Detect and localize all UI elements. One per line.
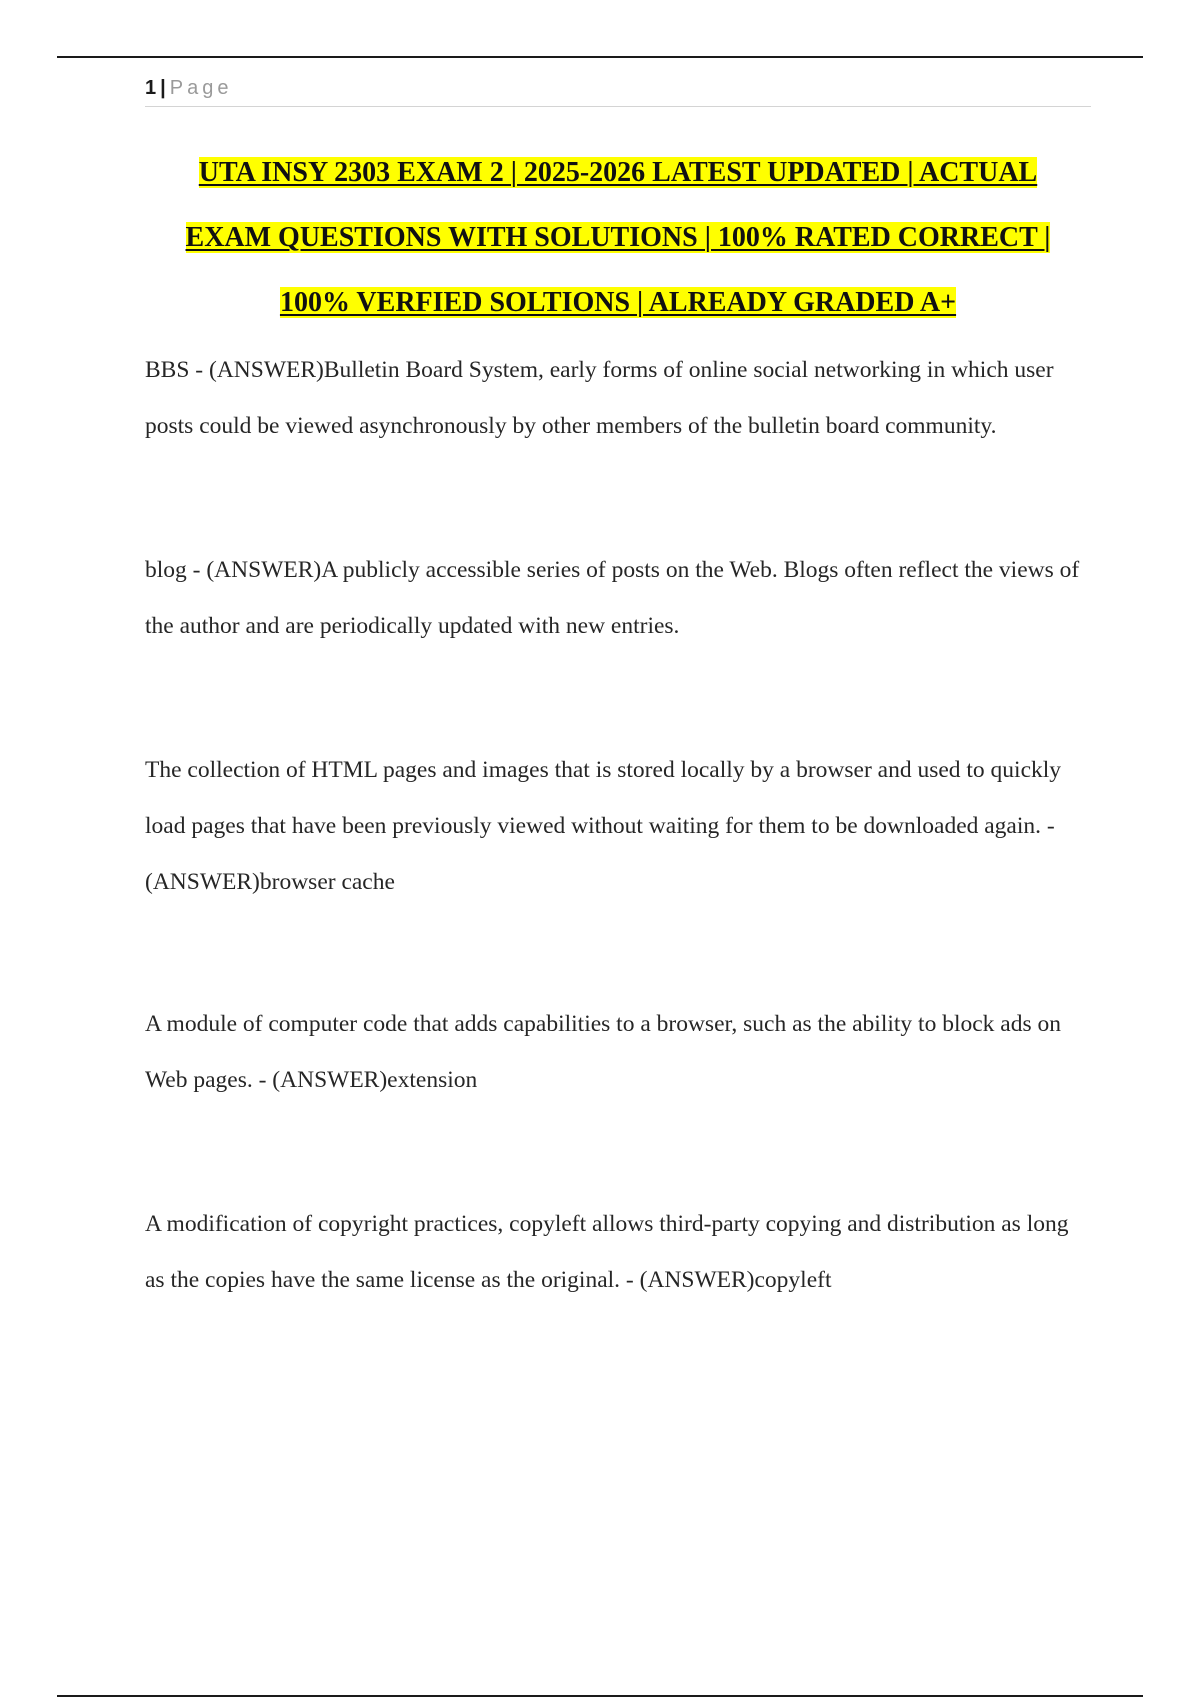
document-title: [145, 140, 1091, 335]
qa-entry-extension: A module of computer code that adds capabilities to a browser, such as the ability to block ads on Web pages. - (ANSWER)extension: [145, 1011, 1061, 1093]
qa-entry-bbs: BBS - (ANSWER)Bulletin Board System, early forms of online social networking in which user posts could be viewed asynchronously by other members of the bulletin board community.: [145, 357, 1054, 439]
top-page-border: [57, 56, 1143, 58]
page-number: 1: [145, 77, 157, 99]
page-header: [145, 74, 1091, 107]
bottom-page-border: [57, 1695, 1143, 1697]
title-line-1: UTA INSY 2303 EXAM 2 | 2025-2026 LATEST UPDATED | ACTUAL: [198, 157, 1038, 188]
page-header-separator: |: [160, 77, 166, 99]
qa-entry-copyleft: A modification of copyright practices, copyleft allows third-party copying and distribution as long as the copies have the same license as the original. - (ANSWER)copyleft: [145, 1211, 1069, 1293]
qa-entry-browser-cache: The collection of HTML pages and images that is stored locally by a browser and used to quickly load pages that have been previously viewed without waiting for them to be downloaded again. - (ANSWER)browser cache: [145, 757, 1062, 895]
qa-entry-blog: blog - (ANSWER)A publicly accessible series of posts on the Web. Blogs often reflect the views of the author and are periodically updated with new entries.: [145, 557, 1080, 639]
title-line-2: EXAM QUESTIONS WITH SOLUTIONS | 100% RATED CORRECT |: [185, 222, 1051, 253]
title-line-3: 100% VERFIED SOLTIONS | ALREADY GRADED A+: [279, 287, 957, 318]
page-label: Page: [169, 77, 233, 99]
